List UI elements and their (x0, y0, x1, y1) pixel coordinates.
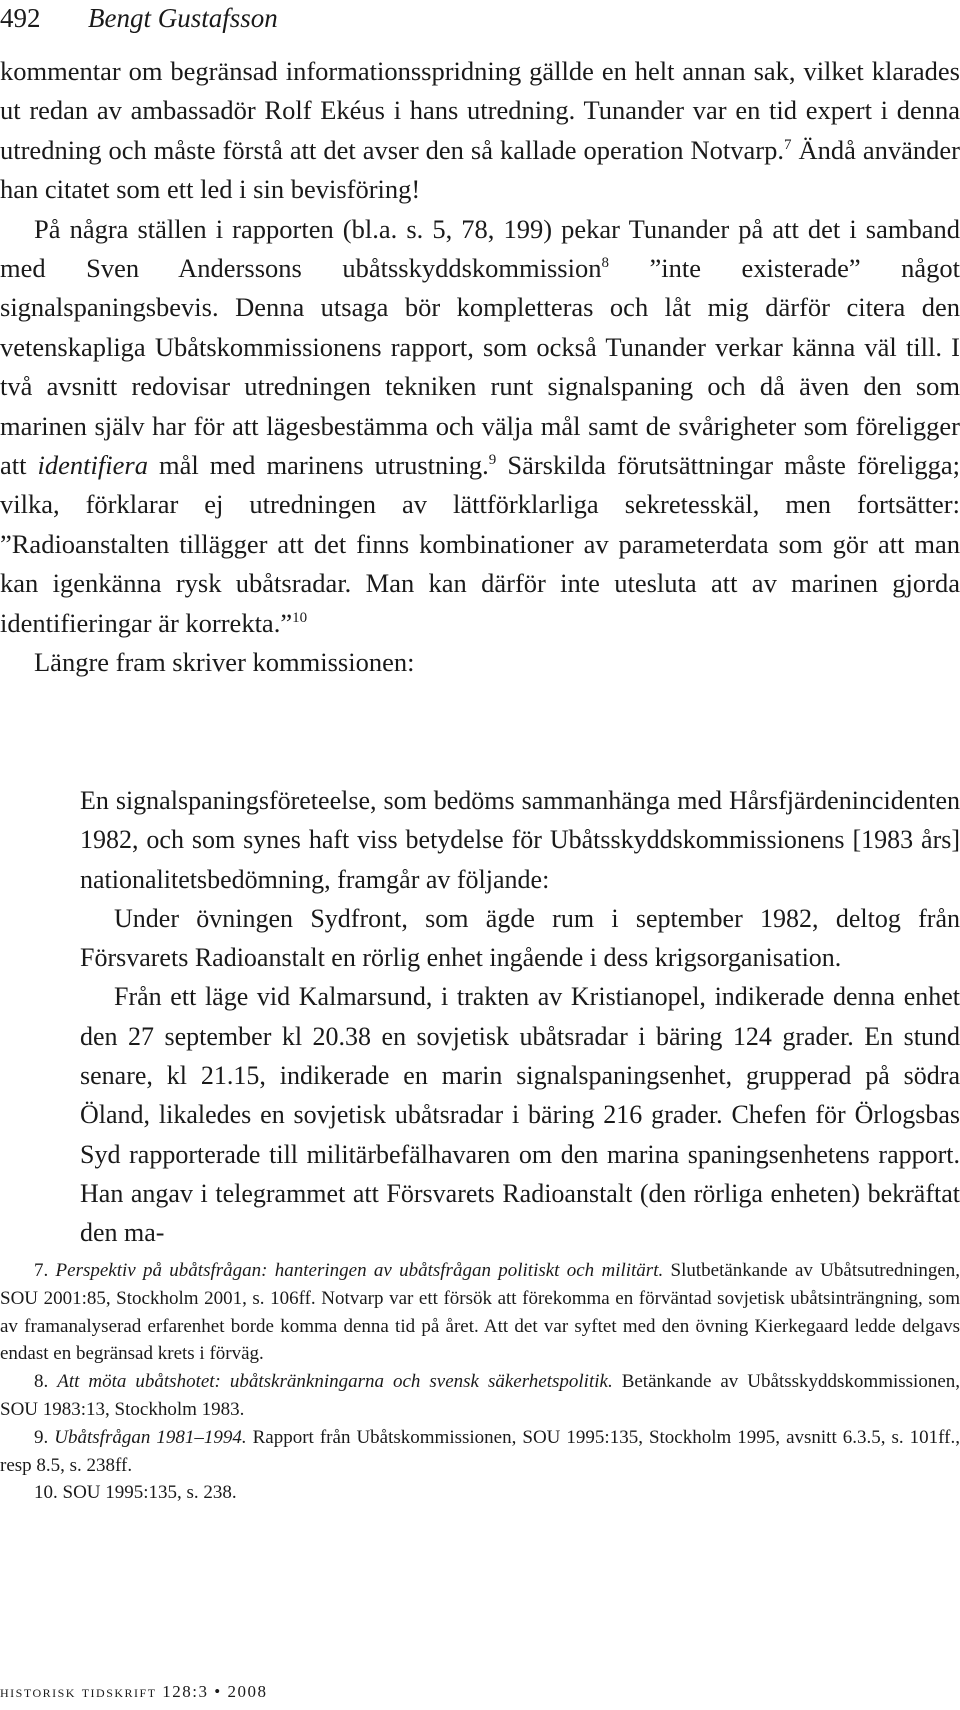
footnote-text: Betänkande av Ubåtsskyddskommissionen, SOU 1983:13, Stockholm 1983. (0, 1371, 960, 1420)
footnote-text: SOU 1995:135, s. 238. (62, 1482, 237, 1504)
footnote-number: 9. (34, 1426, 49, 1448)
journal-citation: historisk tidskrift 128:3 • 2008 (0, 1682, 268, 1701)
footnote-ref-8[interactable]: 8 (601, 255, 609, 272)
footnote-text: Rapport från Ubåtskommissionen, SOU 1995:135, Stockholm 1995, avsnitt 6.3.5, s. 101ff., resp 8.5, s. 238ff. (0, 1426, 960, 1476)
footnote-source-title: Att möta ubåtshotet: ubåtskränkningarna och svensk säkerhetspolitik. (57, 1371, 613, 1393)
page-number: 492 (0, 3, 41, 33)
footnotes (0, 1257, 960, 1507)
paragraph-2 (0, 210, 960, 643)
running-footer (0, 1680, 267, 1704)
footnote-number: 8. (34, 1371, 49, 1393)
quote-paragraph-1: En signalspaningsföreteelse, som bedöms sammanhänga med Hårsfjärdenincidenten 1982, och som synes haft viss betydelse för Ubåtsskyddskommissionens [1983 års] nationalitetsbedömning, framgår av följande: (80, 786, 960, 894)
paragraph-1-text: kommentar om begränsad informationsspridning gällde en helt annan sak, vilket klarades ut redan av ambassadör Rolf Ekéus i hans utredning. Tunander var en tid expert i denna utredning och måste förstå att det avser den så kallade operation Notvarp. (0, 56, 960, 165)
footnote-source-title: Perspektiv på ubåtsfrågan: hanteringen av ubåtsfrågan politiskt och militärt. (55, 1260, 664, 1281)
paragraph-2-text-d: Särskilda förutsättningar måste föreligga; vilka, förklarar ej utredningen av lättförklarliga sekretesskäl, men fortsätter: ”Radioanstalten tillägger att det finns kombinationer av parameterdata som gör att man kan igenkänna rysk ubåtsradar. Man kan därför inte utesluta att av marinen gjorda identifieringar är korrekta.” (0, 450, 960, 638)
footnote-9 (0, 1424, 960, 1480)
paragraph-1 (0, 52, 960, 210)
main-text (0, 52, 960, 683)
paragraph-1-text-end: Ändå använder han citatet som ett led i sin bevisföring! (0, 134, 960, 205)
footnote-ref-10[interactable]: 10 (292, 609, 308, 626)
quote-paragraph-2: Under övningen Sydfront, som ägde rum i september 1982, deltog från Försvarets Radioanstalt en rörlig enhet ingående i dess krigsorganisation. (80, 903, 960, 973)
footnote-number: 10. (34, 1482, 58, 1504)
block-quote (80, 781, 960, 1253)
running-header (0, 0, 960, 40)
footnote-text: Slutbetänkande av Ubåtsutredningen, SOU 2001:85, Stockholm 2001, s. 106ff. Notvarp var ett försök att förekomma en förväntad sovjetisk ubåtsinträngning, som av framanalyserad erfarenhet borde komma denna tid på året. Att det var syftet med den övning Kierkegaard ledde delgavs endast en begränsad krets i förväg. (0, 1260, 960, 1365)
footnote-ref-9[interactable]: 9 (488, 452, 497, 469)
paragraph-3: Längre fram skriver kommissionen: (34, 647, 415, 678)
footnote-ref-7[interactable]: 7 (784, 136, 792, 153)
quote-paragraph-3: Från ett läge vid Kalmarsund, i trakten av Kristianopel, indikerade denna enhet den 27 september kl 20.38 en sovjetisk ubåtsradar i bäring 124 grader. En stund senare, kl 21.15, indikerade en marin signalspaningsenhet, grupperad på södra Öland, likaledes en sovjetisk ubåtsradar i bäring 216 grader. Chefen för Örlogsbas Syd rapporterade till militärbefälhavaren om den marina spaningsenhetens rapport. Han angav i telegrammet att Försvarets Radioanstalt (den rörliga enheten) bekräftat den ma- (80, 982, 960, 1248)
footnote-8 (0, 1368, 960, 1424)
footnote-7 (0, 1257, 960, 1368)
footnote-source-title: Ubåtsfrågan 1981–1994. (54, 1426, 247, 1448)
running-author: Bengt Gustafsson (88, 3, 278, 33)
emphasis-identifiera: identifiera (37, 450, 148, 481)
footnote-number: 7. (34, 1260, 49, 1281)
paragraph-2-text-a: På några ställen i rapporten (bl.a. s. 5, 78, 199) pekar Tunander på att det i samband med Sven Anderssons ubåtsskyddskommission (0, 213, 960, 284)
paragraph-2-text-b: ”inte existerade” något signalspaningsbevis. Denna utsaga bör kompletteras och låt mig därför citera den vetenskapliga Ubåtskommissionens rapport, som också Tunander verkar känna väl till. I två avsnitt redovisar utredningen tekniken runt signalspaning och då även den som marinen själv har för att lägesbestämma och välja mål samt de svårigheter som föreligger att (0, 253, 960, 481)
footnote-10 (0, 1479, 960, 1507)
paragraph-2-text-c: mål med marinens utrustning. (147, 450, 489, 481)
